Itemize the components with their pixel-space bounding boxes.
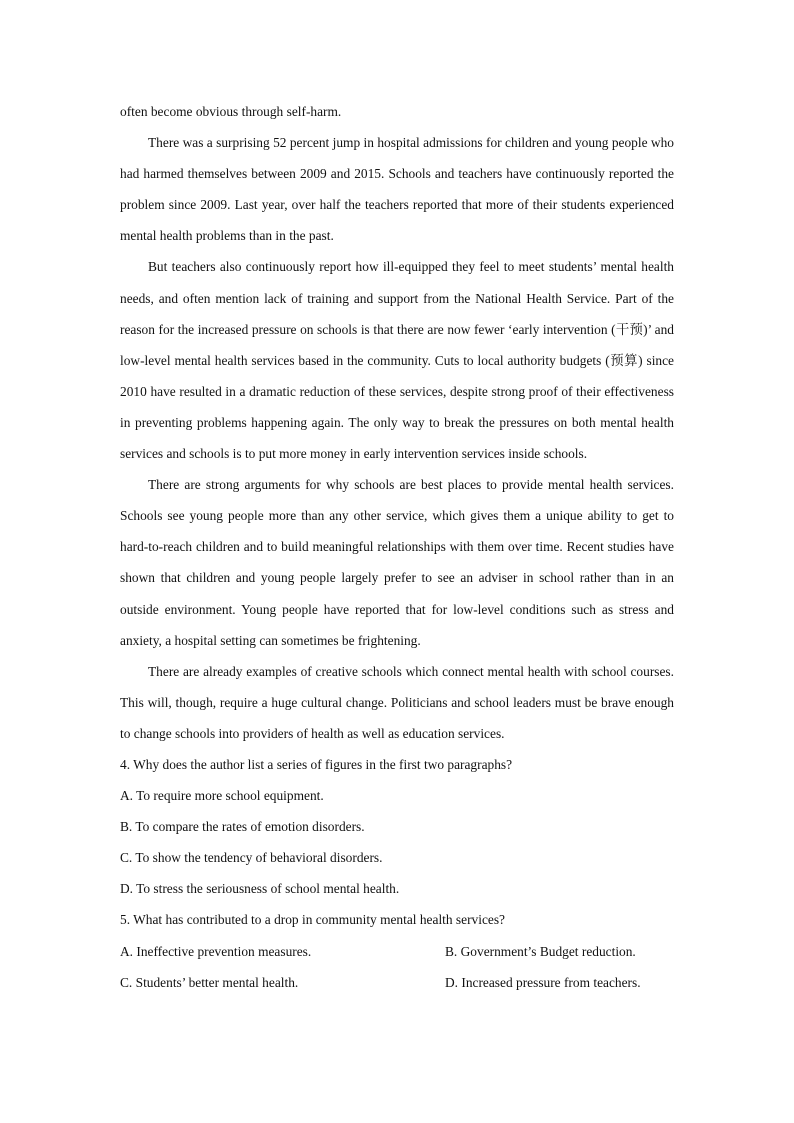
- paragraph-teachers: But teachers also continuously report how ill-equipped they feel to meet students’ mental health needs, and often mention lack of training and support from the National Health Service. Part of the reason for the increased pressure on schools is that there are now fewer ‘early intervention (干预)’ and low-level mental health services based in the community. Cuts to local authority budgets (预算) since 2010 have resulted in a dramatic reduction of these services, despite strong proof of their effectiveness in preventing problems happening again. The only way to break the pressures on both mental health services and schools is to put more money in early intervention services inside schools.: [120, 259, 674, 462]
- option-a: A. To require more school equipment.: [120, 788, 324, 804]
- option-d: D. Increased pressure from teachers.: [445, 974, 641, 990]
- question-4: [120, 749, 674, 904]
- paragraph-arguments: There are strong arguments for why schools are best places to provide mental health services. Schools see young people more than any other service, which gives them a unique ability to get to hard-to-reach children and to build meaningful relationships with them over time. Recent studies have shown that children and young people largely prefer to see an adviser in school rather than in an outside environment. Young people have reported that for low-level conditions such as stress and anxiety, a hospital setting can sometimes be frightening.: [120, 477, 674, 648]
- paragraph-admissions: There was a surprising 52 percent jump in hospital admissions for children and young people who had harmed themselves between 2009 and 2015. Schools and teachers have continuously reported the problem since 2009. Last year, over half the teachers reported that more of their students experienced mental health problems than in the past.: [120, 135, 674, 244]
- question-stem: 4. Why does the author list a series of figures in the first two paragraphs?: [120, 756, 513, 772]
- options-row: [120, 967, 674, 998]
- question-5: [120, 904, 674, 997]
- option-c: C. Students’ better mental health.: [120, 974, 299, 990]
- option-d: D. To stress the seriousness of school mental health.: [120, 881, 400, 897]
- option-c: C. To show the tendency of behavioral disorders.: [120, 850, 383, 866]
- document-page: [120, 96, 674, 998]
- option-b: B. To compare the rates of emotion disorders.: [120, 819, 365, 835]
- paragraph-examples: There are already examples of creative schools which connect mental health with school courses. This will, though, require a huge cultural change. Politicians and school leaders must be brave enough to change schools into providers of health as well as education services.: [120, 663, 674, 741]
- options-row: [120, 936, 674, 967]
- option-b: B. Government’s Budget reduction.: [445, 943, 636, 959]
- question-stem: 5. What has contributed to a drop in community mental health services?: [120, 912, 506, 928]
- option-a: A. Ineffective prevention measures.: [120, 943, 312, 959]
- paragraph-continuation: often become obvious through self-harm.: [120, 104, 342, 119]
